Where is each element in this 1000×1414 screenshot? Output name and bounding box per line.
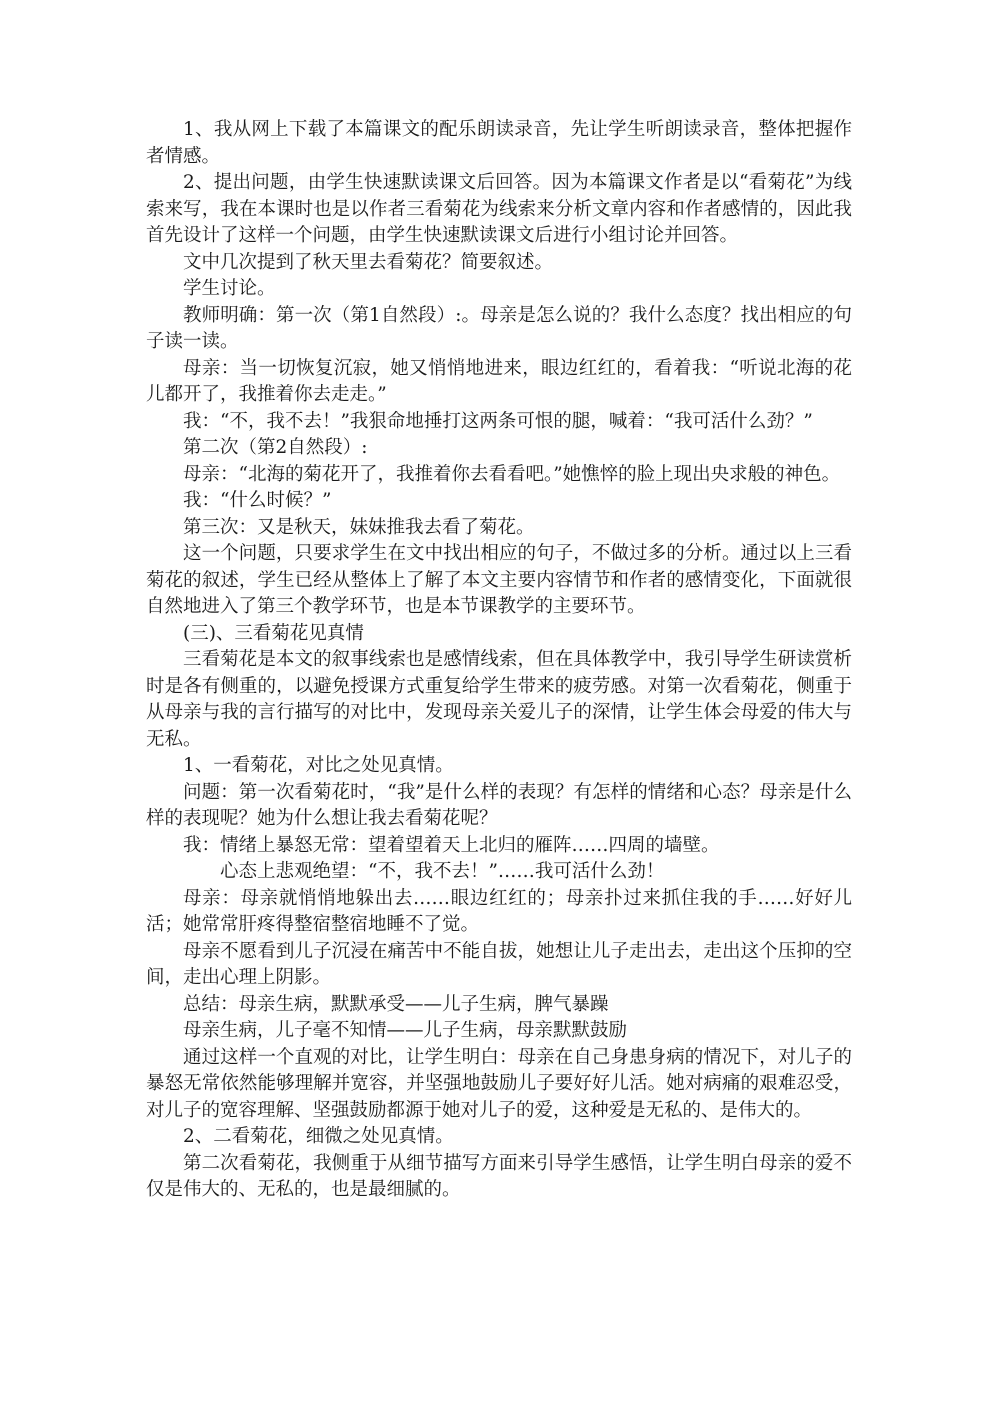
summary-line-1: 总结：母亲生病，默默承受——儿子生病，脾气暴躁 <box>183 993 609 1015</box>
paragraph-20: 母亲不愿看到儿子沉浸在痛苦中不能自拔，她想让儿子走出去，走出这个压抑的空间，走出心理上阴影。 <box>146 940 852 988</box>
paragraph-19: 母亲：母亲就悄悄地躲出去……眼边红红的；母亲扑过来抓住我的手……好好儿活；她常常肝疼得整宿整宿地睡不了觉。 <box>146 887 852 935</box>
paragraph-7: 我：“不，我不去！”我狠命地捶打这两条可恨的腿，喊着：“我可活什么劲？” <box>183 410 813 432</box>
paragraph-1: 1、我从网上下载了本篇课文的配乐朗读录音，先让学生听朗读录音，整体把握作者情感。 <box>146 119 852 167</box>
paragraph-18: 心态上悲观绝望：“不，我不去！”……我可活什么劲！ <box>220 861 665 882</box>
paragraph-14: 三看菊花是本文的叙事线索也是感情线索，但在具体教学中，我引导学生研读赏析时是各有侧重的，以避免授课方式重复给学生带来的疲劳感。对第一次看菊花，侧重于从母亲与我的言行描写的对比中，发现母亲关爱儿子的深情，让学生体会母爱的伟大与无私。 <box>146 649 852 750</box>
paragraph-4: 学生讨论。 <box>183 278 276 299</box>
paragraph-6: 母亲：当一切恢复沉寂，她又悄悄地进来，眼边红红的，看着我：“听说北海的花儿都开了，我推着你去走走。” <box>146 357 852 405</box>
document-body <box>146 117 852 1204</box>
paragraph-11: 第三次：又是秋天，妹妹推我去看了菊花。 <box>183 516 535 538</box>
summary-line-2: 母亲生病，儿子毫不知情——儿子生病，母亲默默鼓励 <box>183 1020 628 1041</box>
paragraph-10: 我：“什么时候？” <box>183 490 332 511</box>
subheading-2: 2、二看菊花，细微之处见真情。 <box>183 1126 454 1147</box>
subheading-1: 1、一看菊花，对比之处见真情。 <box>183 755 454 776</box>
paragraph-2: 2、提出问题，由学生快速默读课文后回答。因为本篇课文作者是以“看菊花”为线索来写，我在本课时也是以作者三看菊花为线索来分析文章内容和作者感情的，因此我首先设计了这样一个问题，由学生快速默读课文后进行小组讨论并回答。 <box>146 172 852 246</box>
paragraph-5: 教师明确：第一次（第1自然段）:。母亲是怎么说的？我什么态度？找出相应的句子读一读。 <box>146 304 852 352</box>
paragraph-23: 通过这样一个直观的对比，让学生明白：母亲在自己身患身病的情况下，对儿子的暴怒无常依然能够理解并宽容，并坚强地鼓励儿子要好好儿活。她对病痛的艰难忍受，对儿子的宽容理解、坚强鼓励都源于她对儿子的爱，这种爱是无私的、是伟大的。 <box>146 1046 852 1121</box>
paragraph-3: 文中几次提到了秋天里去看菊花？简要叙述。 <box>183 251 554 273</box>
paragraph-17: 我：情绪上暴怒无常：望着望着天上北归的雁阵……四周的墙壁。 <box>183 834 720 856</box>
paragraph-16: 问题：第一次看菊花时，“我”是什么样的表现？有怎样的情绪和心态？母亲是什么样的表现呢？她为什么想让我去看菊花呢？ <box>146 781 852 829</box>
paragraph-25: 第二次看菊花，我侧重于从细节描写方面来引导学生感悟，让学生明白母亲的爱不仅是伟大的、无私的，也是最细腻的。 <box>146 1152 852 1200</box>
paragraph-8: 第二次（第2自然段）: <box>183 437 368 458</box>
paragraph-9: 母亲：“北海的菊花开了，我推着你去看看吧。”她憔悴的脸上现出央求般的神色。 <box>183 463 841 485</box>
paragraph-12: 这一个问题，只要求学生在文中找出相应的句子，不做过多的分析。通过以上三看菊花的叙述，学生已经从整体上了解了本文主要内容情节和作者的感情变化，下面就很自然地进入了第三个教学环节，也是本节课教学的主要环节。 <box>146 543 852 617</box>
section-heading: (三)、三看菊花见真情 <box>183 622 364 644</box>
